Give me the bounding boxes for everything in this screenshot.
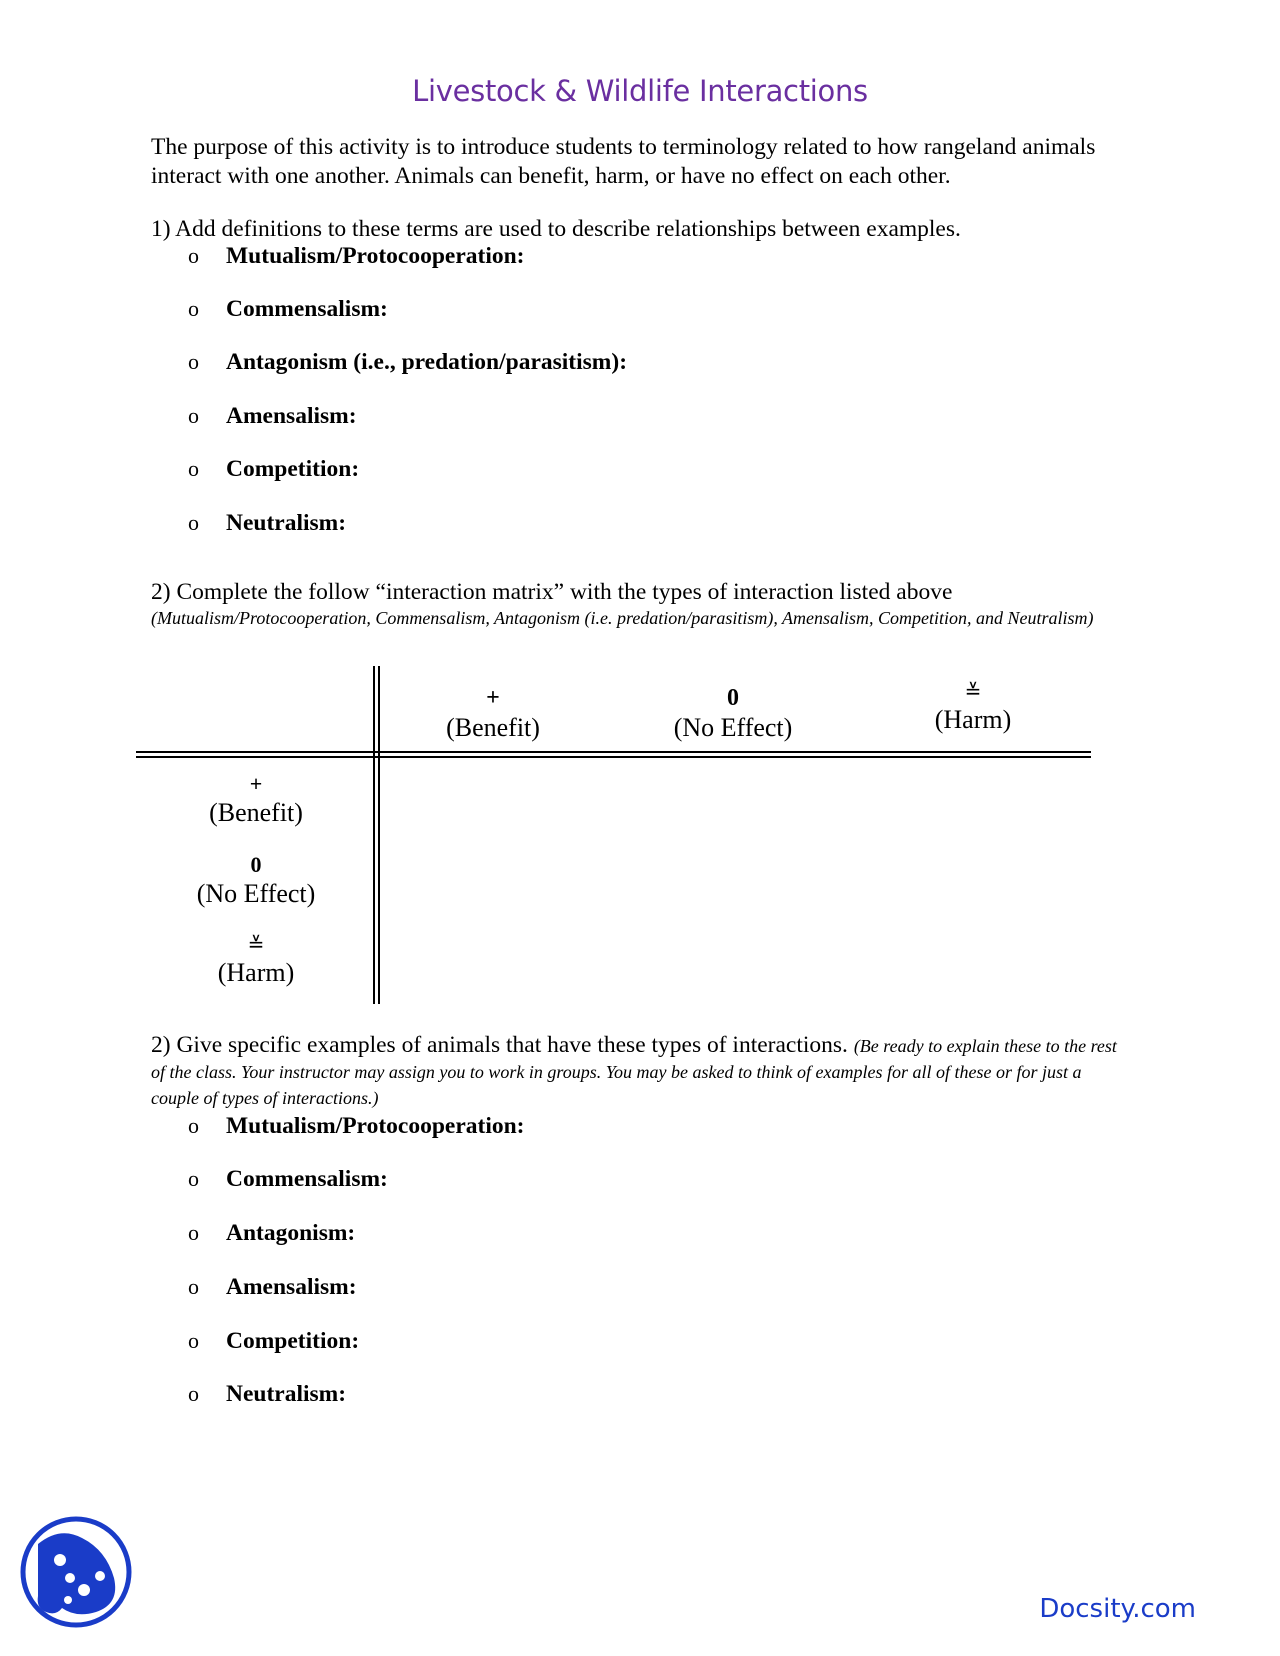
row-header-no-effect [136, 851, 376, 909]
harm-symbol: ≚ [247, 934, 265, 956]
term-label: Commensalism: [226, 296, 388, 322]
list-item [188, 456, 359, 483]
term-label: Amensalism: [226, 1274, 357, 1300]
list-item [188, 403, 357, 430]
bullet-icon: o [188, 510, 199, 535]
term-label: Mutualism/Protocooperation: [226, 243, 525, 269]
list-item [188, 1113, 525, 1140]
column-label: (No Effect) [673, 713, 793, 742]
term-label: Antagonism (i.e., predation/parasitism): [226, 349, 628, 375]
column-header-benefit [373, 683, 613, 743]
bullet-icon: o [188, 349, 199, 374]
term-label: Neutralism: [226, 510, 347, 536]
row-label: (Harm) [217, 958, 295, 987]
intro-paragraph: The purpose of this activity is to introduce students to terminology related to how rangeland animals interact with one another. Animals can benefit, harm, or have no effect on each other. [151, 134, 1096, 189]
term-label: Neutralism: [226, 1381, 347, 1407]
bullet-icon: o [188, 1113, 199, 1138]
bullet-icon: o [188, 1381, 199, 1406]
page-title: Livestock & Wildlife Interactions [412, 74, 868, 108]
list-item [188, 296, 388, 323]
bullet-icon: o [188, 1220, 199, 1245]
list-item [188, 243, 525, 270]
bullet-icon: o [188, 1166, 199, 1191]
list-item [188, 1328, 359, 1355]
harm-symbol: ≚ [964, 681, 982, 703]
row-label: (Benefit) [209, 798, 303, 827]
column-label: (Harm) [934, 705, 1012, 734]
benefit-symbol: + [486, 685, 500, 711]
row-label: (No Effect) [196, 879, 316, 908]
bullet-icon: o [188, 1274, 199, 1299]
bullet-icon: o [188, 403, 199, 428]
q3-prompt: 2) Give specific examples of animals that have these types of interactions. [151, 1032, 848, 1058]
row-header-harm [136, 932, 376, 988]
bullet-icon: o [188, 296, 199, 321]
term-label: Competition: [226, 1328, 360, 1354]
bullet-icon: o [188, 1328, 199, 1353]
list-item [188, 1274, 357, 1301]
list-item [188, 1220, 355, 1247]
no-effect-symbol: 0 [727, 685, 739, 711]
list-item [188, 349, 627, 376]
column-label: (Benefit) [446, 713, 540, 742]
docsity-logo-icon[interactable] [20, 1516, 132, 1628]
bullet-icon: o [188, 243, 199, 268]
q1-prompt: 1) Add definitions to these terms are used to describe relationships between examples. [151, 216, 961, 242]
q3-note: (Be ready to explain these to the rest of the class. Your instructor may assign you to work in groups. You may be asked to think of examples for all of these or for just a couple of types of interactions.) [151, 1036, 1117, 1108]
term-label: Amensalism: [226, 403, 357, 429]
row-header-benefit [136, 770, 376, 828]
list-item [188, 1166, 388, 1193]
docsity-brand-link[interactable]: Docsity.com [1039, 1594, 1196, 1624]
column-header-no-effect [613, 683, 853, 743]
no-effect-symbol: 0 [250, 852, 262, 877]
matrix-hline-2 [136, 756, 1091, 758]
bullet-icon: o [188, 456, 199, 481]
q3-block [151, 1033, 1126, 1111]
term-label: Antagonism: [226, 1220, 356, 1246]
matrix-hline-1 [136, 751, 1091, 753]
column-header-harm [853, 679, 1093, 735]
term-label: Mutualism/Protocooperation: [226, 1113, 525, 1139]
list-item [188, 510, 346, 537]
list-item [188, 1381, 346, 1408]
q2-prompt: 2) Complete the follow “interaction matrix” with the types of interaction listed above [151, 579, 953, 605]
benefit-symbol: + [249, 771, 263, 796]
q2-note: (Mutualism/Protocooperation, Commensalism, Antagonism (i.e. predation/parasitism), Amensalism, Competition, and Neutralism) [151, 608, 1094, 628]
term-label: Commensalism: [226, 1166, 388, 1192]
term-label: Competition: [226, 456, 360, 482]
